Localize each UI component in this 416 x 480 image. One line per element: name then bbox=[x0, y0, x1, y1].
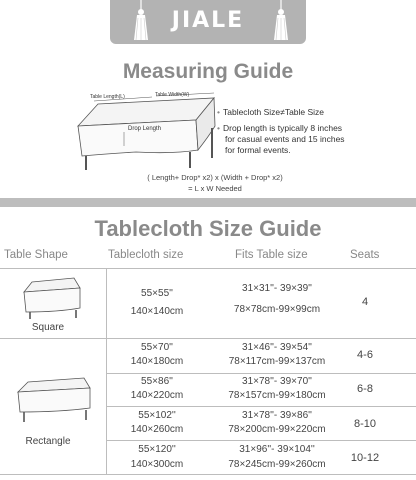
formula-result: = L x W Needed bbox=[188, 184, 242, 193]
rect-row-size-in: 55×86'' bbox=[141, 376, 173, 387]
rectangle-table-icon bbox=[10, 374, 92, 424]
rect-row-size-in: 55×70'' bbox=[141, 342, 173, 353]
row-divider bbox=[0, 338, 416, 339]
rect-row-size-cm: 140×180cm bbox=[130, 356, 184, 367]
rect-row-fits-in: 31×96''- 39×104'' bbox=[239, 444, 315, 455]
note-drop: • Drop length is typically 8 inches bbox=[217, 123, 343, 133]
header-fits-table-size: Fits Table size bbox=[235, 249, 308, 261]
rect-row-size-in: 55×102'' bbox=[138, 410, 176, 421]
brand-logo: JIALE bbox=[171, 8, 245, 33]
header-tablecloth-size: Tablecloth size bbox=[108, 249, 184, 261]
row-divider bbox=[0, 474, 416, 475]
tassel-icon bbox=[266, 0, 296, 44]
diagram-drop-label: Drop Length bbox=[128, 126, 162, 132]
rect-row-fits-cm: 78×245cm-99×260cm bbox=[228, 459, 326, 470]
rect-row-fits-in: 31×78''- 39×70'' bbox=[242, 376, 312, 387]
rect-row-size-in: 55×120'' bbox=[138, 444, 176, 455]
section-divider bbox=[0, 198, 416, 207]
rect-row-fits-cm: 78×157cm-99×180cm bbox=[228, 390, 326, 401]
square-size-in: 55×55'' bbox=[141, 288, 173, 299]
diagram-width-label: Table Width(W) bbox=[155, 92, 190, 98]
square-size-cm: 140×140cm bbox=[130, 306, 184, 317]
note-drop-cont: for casual events and 15 inches bbox=[225, 134, 345, 144]
note-drop-cont: for formal events. bbox=[225, 145, 291, 155]
shape-label-rectangle: Rectangle bbox=[25, 436, 71, 447]
square-fits-cm: 78×78cm-99×99cm bbox=[233, 304, 321, 315]
square-seats: 4 bbox=[361, 296, 369, 308]
note-size: • Tablecloth Size≠Table Size bbox=[217, 107, 325, 117]
rect-row-size-cm: 140×260cm bbox=[130, 424, 184, 435]
rect-row-seats: 10-12 bbox=[350, 452, 380, 464]
rect-row-fits-in: 31×46''- 39×54'' bbox=[242, 342, 312, 353]
rect-row-fits-cm: 78×200cm-99×220cm bbox=[228, 424, 326, 435]
column-divider bbox=[106, 268, 107, 474]
measuring-guide-title: Measuring Guide bbox=[122, 60, 294, 83]
formula-line: ( Length+ Drop* x2) x (Width + Drop* x2) bbox=[147, 173, 283, 182]
size-guide-title: Tablecloth Size Guide bbox=[94, 216, 322, 241]
rect-row-size-cm: 140×220cm bbox=[130, 390, 184, 401]
row-divider bbox=[106, 373, 416, 374]
rect-row-seats: 8-10 bbox=[353, 418, 377, 430]
header-table-shape: Table Shape bbox=[4, 249, 68, 261]
header-seats: Seats bbox=[350, 249, 380, 261]
rect-row-seats: 4-6 bbox=[357, 349, 373, 361]
square-table-icon bbox=[18, 274, 84, 320]
tassel-icon bbox=[126, 0, 156, 44]
row-divider bbox=[106, 440, 416, 441]
diagram-length-label: Table Length(L) bbox=[90, 94, 125, 100]
rect-row-seats: 6-8 bbox=[357, 383, 373, 395]
rect-row-size-cm: 140×300cm bbox=[130, 459, 184, 470]
row-divider bbox=[0, 268, 416, 269]
row-divider bbox=[106, 406, 416, 407]
shape-label-square: Square bbox=[31, 322, 65, 333]
rect-row-fits-cm: 78×117cm-99×137cm bbox=[228, 356, 326, 367]
size-formula bbox=[120, 172, 310, 194]
square-fits-in: 31×31''- 39×39'' bbox=[242, 283, 312, 294]
rect-row-fits-in: 31×78''- 39×86'' bbox=[242, 410, 312, 421]
